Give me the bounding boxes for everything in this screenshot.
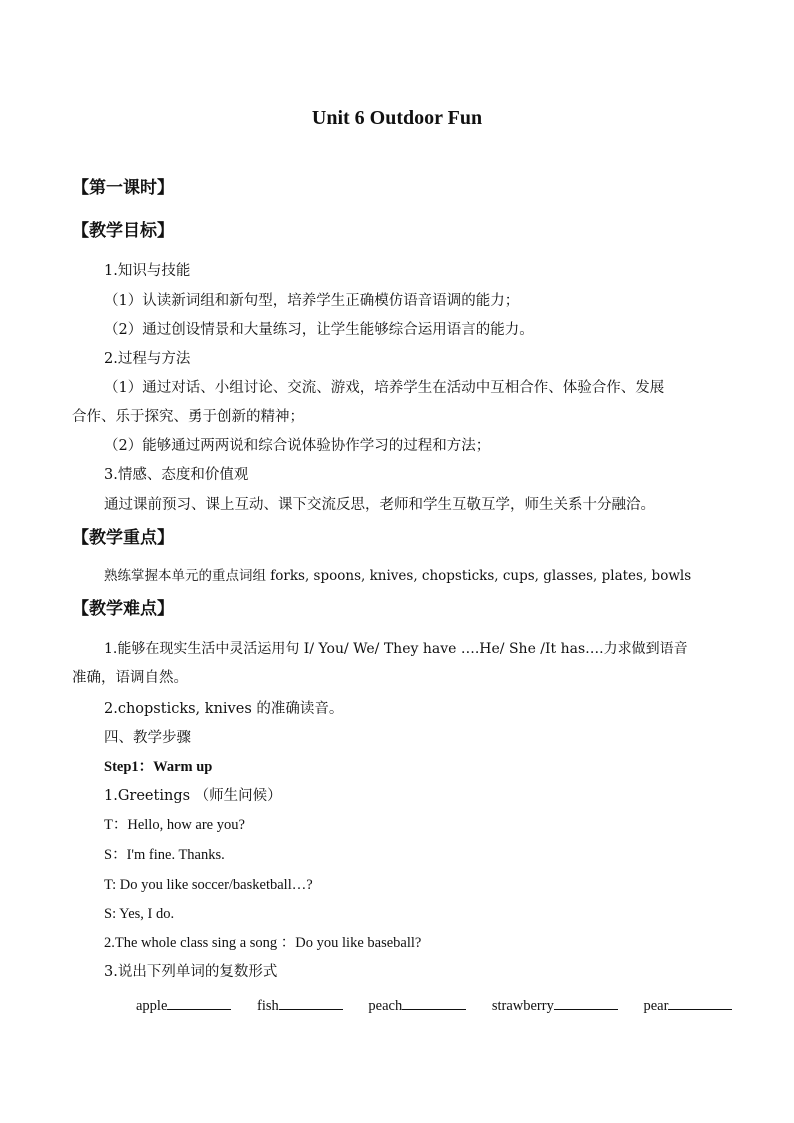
difficulty2: 2.chopsticks, knives 的准确读音。: [104, 701, 344, 717]
answer-blank[interactable]: [167, 996, 231, 1010]
exercise-word: peach: [368, 998, 403, 1014]
section-heading-goals: 【教学目标】: [72, 221, 174, 241]
plural-exercise-title: 3.说出下列单词的复数形式: [104, 964, 278, 980]
answer-blank[interactable]: [279, 996, 343, 1010]
step1-title: Step1：Warm up: [104, 759, 213, 775]
section-heading-key: 【教学重点】: [72, 528, 174, 548]
exercise-item: [257, 996, 343, 1014]
plural-exercise-row: [136, 996, 732, 1014]
difficulty1-line2: 准确，语调自然。: [72, 670, 188, 686]
answer-blank[interactable]: [668, 996, 732, 1010]
exercise-item: [492, 996, 618, 1014]
goal1-item1: （1）认读新词组和新句型，培养学生正确模仿语音语调的能力；: [104, 293, 520, 309]
exercise-word: pear: [643, 998, 669, 1014]
dialog-line: T：Hello, how are you?: [104, 817, 245, 833]
goal2-item2: （2）能够通过两两说和综合说体验协作学习的过程和方法；: [104, 438, 491, 454]
dialog-line: S: Yes, I do.: [104, 906, 175, 922]
goal2-item1-line2: 合作、乐于探究、勇于创新的精神；: [72, 409, 304, 425]
song-line: 2.The whole class sing a song ：Do you like baseball?: [104, 935, 422, 951]
exercise-item: [368, 996, 466, 1014]
exercise-item: [136, 996, 231, 1014]
exercise-item: [643, 996, 732, 1014]
dialog-line: T: Do you like soccer/basketball…?: [104, 877, 313, 893]
goal3-title: 3.情感、态度和价值观: [104, 467, 249, 483]
section-heading-lesson: 【第一课时】: [72, 178, 174, 198]
greetings-title: 1.Greetings （师生问候）: [104, 788, 282, 804]
key-points-text: 熟练掌握本单元的重点词组 forks, spoons, knives, chopsticks, cups, glasses, plates, bowls: [104, 568, 692, 584]
goal1-item2: （2）通过创设情景和大量练习，让学生能够综合运用语言的能力。: [104, 322, 534, 338]
exercise-word: fish: [257, 998, 279, 1014]
section-heading-difficulty: 【教学难点】: [72, 599, 174, 619]
exercise-word: strawberry: [491, 998, 554, 1014]
dialog-line: S：I'm fine. Thanks.: [104, 847, 225, 863]
steps-title: 四、教学步骤: [104, 730, 191, 746]
goal1-title: 1.知识与技能: [104, 263, 191, 279]
difficulty1-line1: 1.能够在现实生活中灵活运用句 I/ You/ We/ They have ….He/ She /It has….力求做到语音: [104, 641, 688, 657]
goal2-item1-line1: （1）通过对话、小组讨论、交流、游戏，培养学生在活动中互相合作、体验合作、发展: [104, 380, 665, 396]
goal3-text: 通过课前预习、课上互动、课下交流反思，老师和学生互敬互学，师生关系十分融洽。: [104, 497, 655, 513]
page-title: Unit 6 Outdoor Fun: [311, 107, 483, 129]
exercise-word: apple: [136, 998, 168, 1014]
answer-blank[interactable]: [402, 996, 466, 1010]
answer-blank[interactable]: [554, 996, 618, 1010]
goal2-title: 2.过程与方法: [104, 351, 191, 367]
